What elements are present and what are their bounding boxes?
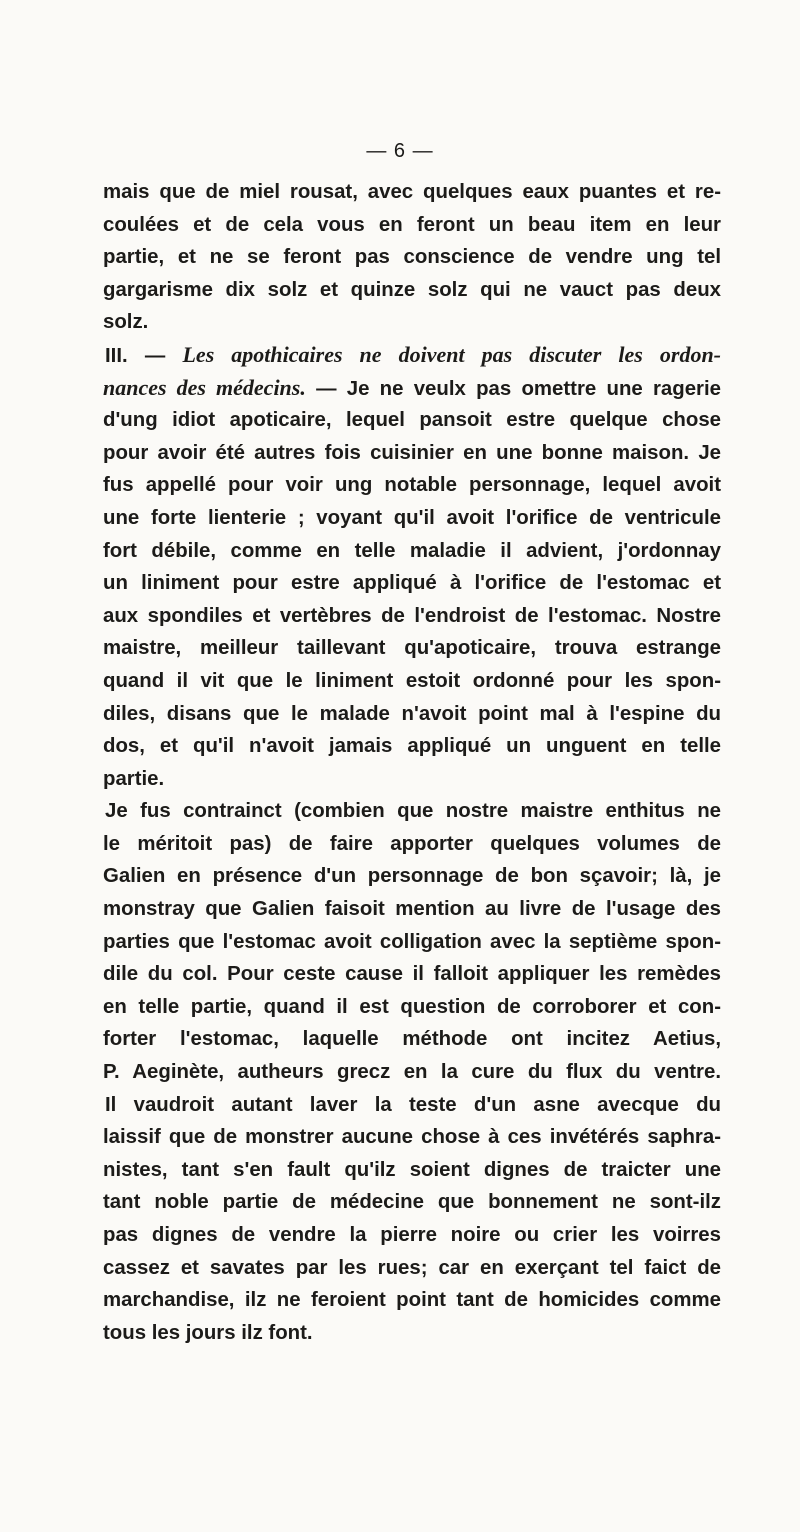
- paragraph-2: [103, 339, 721, 795]
- text-line: P. Aeginète, autheurs grecz en la cure du flux du ventre.: [103, 1061, 721, 1084]
- text-line: pas dignes de vendre la pierre noire ou crier les voirres: [103, 1224, 721, 1246]
- text-line: nistes, tant s'en fault qu'ilz soient dignes de traicter une: [103, 1158, 721, 1181]
- text-line: parties que l'estomac avoit colligation avec la septième spon-: [103, 930, 721, 953]
- text-line: Je fus contrainct (combien que nostre maistre enthitus ne: [105, 800, 721, 823]
- text-line: tant noble partie de médecine que bonnement ne sont-ilz: [103, 1191, 721, 1214]
- section-title-cont: nances des médecins.: [103, 374, 306, 400]
- text-line: fus appellé pour voir ung notable personnage, lequel avoit: [103, 474, 721, 497]
- text-line: dile du col. Pour ceste cause il falloit appliquer les remèdes: [103, 963, 721, 986]
- text-line: tous les jours ilz font.: [103, 1321, 313, 1344]
- text-line: diles, disans que le malade n'avoit point mal à l'espine du: [103, 702, 721, 725]
- text-line: quand il vit que le liniment estoit ordonné pour les spon-: [103, 669, 721, 692]
- section-number: III. —: [105, 344, 166, 367]
- text-line: Il vaudroit autant laver la teste d'un asne avecque du: [105, 1093, 721, 1116]
- text-line: monstray que Galien faisoit mention au livre de l'usage des: [103, 898, 721, 921]
- text-line: maistre, meilleur taillevant qu'apoticaire, trouva estrange: [103, 637, 721, 660]
- text-line: le méritoit pas) de faire apporter quelques volumes de: [103, 832, 721, 855]
- text-line: dos, et qu'il n'avoit jamais appliqué un unguent en telle: [103, 735, 721, 758]
- section-heading-line: [103, 372, 721, 405]
- body-text: [103, 176, 721, 1349]
- page-number: — 6 —: [366, 140, 434, 162]
- paragraph-4: [103, 1089, 721, 1350]
- paragraph-1: [103, 176, 721, 339]
- text-line: solz.: [103, 311, 149, 334]
- text-line: cassez et savates par les rues; car en exerçant tel faict de: [103, 1256, 721, 1279]
- text-line: partie.: [103, 767, 165, 790]
- text-line: coulées et de cela vous en feront un beau item en leur: [103, 213, 721, 236]
- text-line: en telle partie, quand il est question de corroborer et con-: [103, 995, 721, 1018]
- section-heading-line: [103, 339, 721, 372]
- text-line: partie, et ne se feront pas conscience de vendre ung tel: [103, 246, 721, 269]
- text-line: pour avoir été autres fois cuisinier en une bonne maison. Je: [103, 441, 721, 464]
- text-line: d'ung idiot apoticaire, lequel pansoit estre quelque chose: [103, 409, 721, 432]
- section-title: Les apothicaires ne doivent pas discuter les ordon-: [182, 341, 722, 367]
- text-fragment: — Je ne veulx pas omettre une ragerie: [316, 377, 721, 400]
- text-line: un liniment pour estre appliqué à l'orifice de l'estomac et: [103, 572, 721, 595]
- text-line: aux spondiles et vertèbres de l'endroist de l'estomac. Nostre: [103, 604, 721, 627]
- text-line: marchandise, ilz ne feroient point tant de homicides comme: [103, 1289, 721, 1312]
- text-line: fort débile, comme en telle maladie il advient, j'ordonnay: [103, 539, 721, 562]
- text-line: forter l'estomac, laquelle méthode ont incitez Aetius,: [103, 1028, 721, 1051]
- text-line: gargarisme dix solz et quinze solz qui ne vauct pas deux: [103, 278, 721, 301]
- text-line: mais que de miel rousat, avec quelques eaux puantes et re-: [103, 181, 721, 203]
- text-line: Galien en présence d'un personnage de bon sçavoir; là, je: [103, 865, 721, 888]
- text-line: laissif que de monstrer aucune chose à ces invétérés saphra-: [103, 1126, 721, 1149]
- text-line: une forte lienterie ; voyant qu'il avoit l'orifice de ventricule: [103, 506, 721, 529]
- paragraph-3: [103, 795, 721, 1088]
